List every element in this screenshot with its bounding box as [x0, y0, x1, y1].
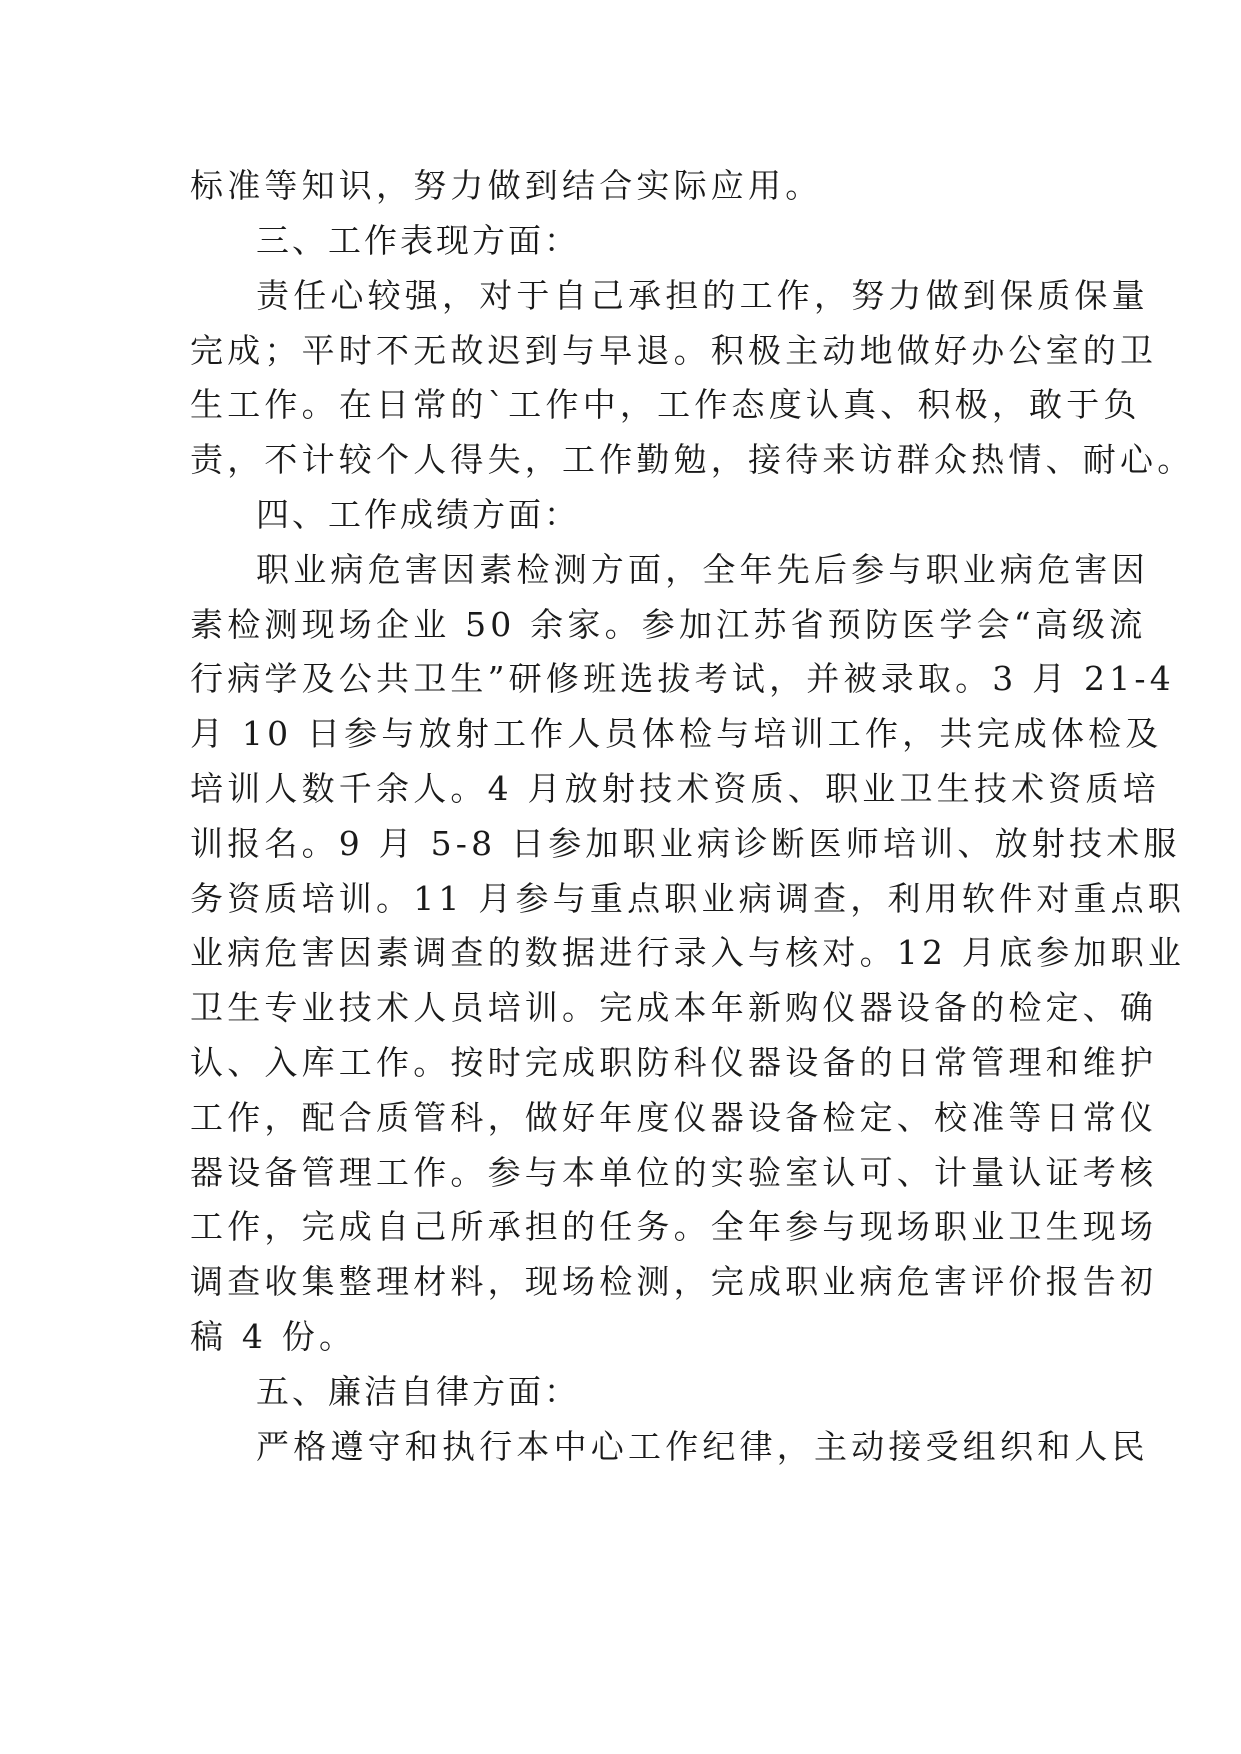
body-text-line: 月 10 日参与放射工作人员体检与培训工作，共完成体检及 [190, 714, 1163, 753]
body-text-line: 严格遵守和执行本中心工作纪律，主动接受组织和人民 [256, 1427, 1149, 1466]
body-text-line: 器设备管理工作。参与本单位的实验室认可、计量认证考核 [190, 1153, 1158, 1192]
section-heading: 四、工作成绩方面： [256, 495, 580, 534]
body-text-line: 培训人数千余人。4 月放射技术资质、职业卫生技术资质培 [190, 769, 1160, 808]
body-text-line: 行病学及公共卫生”研修班选拔考试，并被录取。3 月 21-4 [190, 659, 1175, 698]
body-text-line: 生工作。在日常的`工作中，工作态度认真、积极，敢于负 [190, 385, 1141, 424]
body-text-line: 完成；平时不无故迟到与早退。积极主动地做好办公室的卫 [190, 331, 1158, 370]
body-text-line: 认、入库工作。按时完成职防科仪器设备的日常管理和维护 [190, 1043, 1158, 1082]
body-text-line: 业病危害因素调查的数据进行录入与核对。12 月底参加职业 [190, 933, 1186, 972]
body-text-line: 务资质培训。11 月参与重点职业病调查，利用软件对重点职 [190, 879, 1186, 918]
body-text-line: 职业病危害因素检测方面，全年先后参与职业病危害因 [256, 550, 1149, 589]
body-text-line: 工作，完成自己所承担的任务。全年参与现场职业卫生现场 [190, 1207, 1158, 1246]
section-heading: 五、廉洁自律方面： [256, 1372, 580, 1411]
body-text-line: 工作，配合质管科，做好年度仪器设备检定、校准等日常仪 [190, 1098, 1158, 1137]
body-text-line: 责，不计较个人得失，工作勤勉，接待来访群众热情、耐心。 [190, 440, 1195, 479]
body-text-line: 责任心较强，对于自己承担的工作，努力做到保质保量 [256, 276, 1149, 315]
body-text-line: 稿 4 份。 [190, 1317, 357, 1356]
body-text-line: 调查收集整理材料，现场检测，完成职业病危害评价报告初 [190, 1262, 1158, 1301]
body-text-line: 训报名。9 月 5-8 日参加职业病诊断医师培训、放射技术服 [190, 824, 1181, 863]
section-heading: 三、工作表现方面： [256, 221, 580, 260]
body-text-line: 素检测现场企业 50 余家。参加江苏省预防医学会“高级流 [190, 605, 1147, 644]
body-text-line: 标准等知识，努力做到结合实际应用。 [190, 166, 823, 205]
body-text-line: 卫生专业技术人员培训。完成本年新购仪器设备的检定、确 [190, 988, 1158, 1027]
